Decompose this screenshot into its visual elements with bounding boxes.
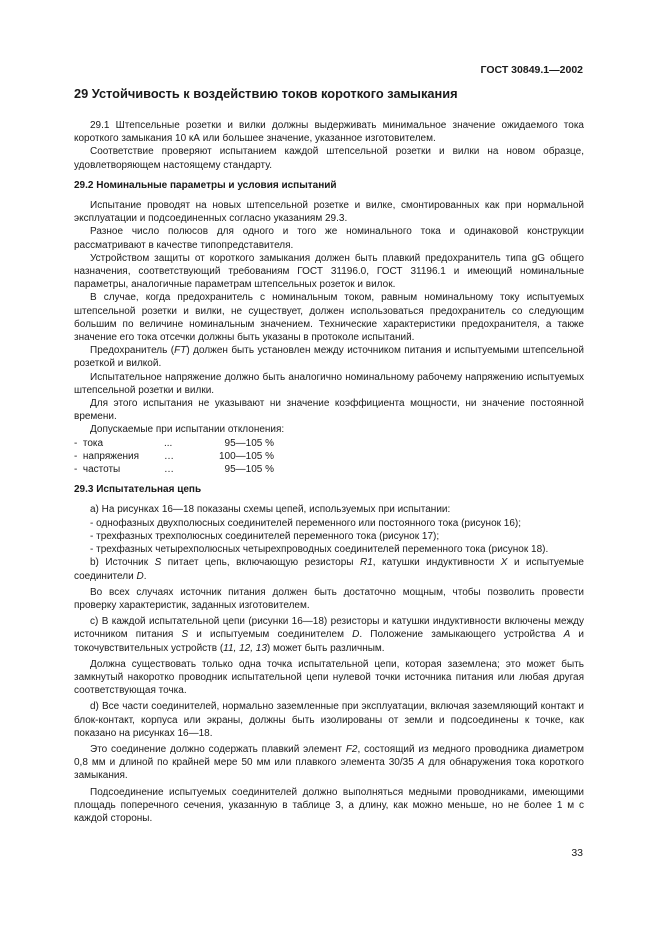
tolerance-dots: ... xyxy=(164,437,173,449)
paragraph: Во всех случаях источник питания должен быть достаточно мощным, чтобы позволить провести проверку характеристик, заданных изготовителем. xyxy=(74,586,584,611)
paragraph: Устройством защиты от короткого замыкания должен быть плавкий предохранитель типа gG общего назначения, соответствующий требованиям ГОСТ 31196.0, ГОСТ 31196.1 и имеющий номинальные параметры, аналогичные параметрам штепсельных розеток и вилок. xyxy=(74,252,584,291)
paragraph: Подсоединение испытуемых соединителей должно выполняться медными проводниками, имеющими площадь поперечного сечения, указанную в таблице 3, а длину, как можно меньше, но не более 1 м с каждой стороны. xyxy=(74,786,584,824)
standard-header: ГОСТ 30849.1—2002 xyxy=(480,64,583,76)
tolerance-dots: … xyxy=(164,464,174,476)
list-item: - однофазных двухполюсных соединителей переменного или постоянного тока (рисунок 16); xyxy=(90,517,522,529)
tolerance-list xyxy=(74,437,584,477)
paragraph: Предохранитель (FT) должен быть установлен между источником питания и испытуемыми штепсельной розеткой и вилкой. xyxy=(74,345,584,370)
tolerance-value: 95—105 % xyxy=(224,464,274,476)
tolerance-value: 95—105 % xyxy=(224,437,274,449)
tolerance-label: - напряжения xyxy=(74,450,140,462)
tolerance-label: - тока xyxy=(74,437,104,449)
tolerance-dots: … xyxy=(164,450,174,462)
list-item: - трехфазных четырехполюсных четырехпроводных соединителей переменного тока (рисунок 18). xyxy=(90,544,549,556)
paragraph: Разное число полюсов для одного и того же номинального тока и одинаковой конструкции рассматривают в качестве типопредставителя. xyxy=(74,226,584,251)
paragraph: Должна существовать только одна точка испытательной цепи, которая заземлена; это может быть замкнутый накоротко проводник испытательной цепи нулевой точки источника питания или любая другая соответствующая точка. xyxy=(74,658,584,697)
paragraph: b) Источник S питает цепь, включающую резисторы R1, катушки индуктивности X и испытуемые соединители D. xyxy=(74,557,584,582)
paragraph: d) Все части соединителей, нормально заземленные при эксплуатации, включая заземляющий контакт и блок-контакт, корпуса или экраны, должны быть изолированы от земли и подсоединены к точке, как показано на рисунках 16—18. xyxy=(74,701,584,739)
paragraph: с) В каждой испытательной цепи (рисунки 16—18) резисторы и катушки индуктивности включены между источником питания S и испытуемым соединителем D. Положение замыкающего устройства А и токочувствительных устройств (11, 12, 13) может быть различным. xyxy=(74,616,584,654)
paragraph: Соответствие проверяют испытанием каждой штепсельной розетки и вилки на новом образце, удовлетворяющем настоящему стандарту. xyxy=(74,146,584,171)
subsection-heading: 29.2 Номинальные параметры и условия испытаний xyxy=(74,179,337,191)
subsection-heading: 29.3 Испытательная цепь xyxy=(74,484,202,496)
tolerance-label: - частоты xyxy=(74,464,121,476)
page-content xyxy=(74,86,584,825)
paragraph: Это соединение должно содержать плавкий элемент F2, состоящий из медного проводника диаметром 0,8 мм и длиной по крайней мере 50 мм или плавкого элемента 30/35 А для обнаружения тока короткого замыкания. xyxy=(74,743,584,782)
tolerance-value: 100—105 % xyxy=(218,450,274,462)
paragraph: Для этого испытания не указывают ни значение коэффициента мощности, ни значение постоянной времени. xyxy=(74,398,584,423)
paragraph: а) На рисунках 16—18 показаны схемы цепей, используемых при испытании: xyxy=(90,504,451,516)
page-number: 33 xyxy=(571,847,583,859)
paragraph: Испытание проводят на новых штепсельной розетке и вилке, смонтированных как при нормальной эксплуатации и подсоединенных согласно указаниям 29.3. xyxy=(74,200,584,225)
paragraph: В случае, когда предохранитель с номинальным током, равным номинальному току испытуемых штепсельной розетки и вилки, не существует, должен использоваться предохранитель со следующим большим по величине номинальным значением. Технические характеристики предохранителя, а также значение его тока отсечки должны быть указаны в протоколе испытаний. xyxy=(74,292,584,344)
paragraph: Допускаемые при испытании отклонения: xyxy=(90,424,285,436)
paragraph: 29.1 Штепсельные розетки и вилки должны выдерживать минимальное значение ожидаемого тока короткого замыкания 10 кА или большее значение, указанное изготовителем. xyxy=(74,120,584,145)
section-title: 29 Устойчивость к воздействию токов короткого замыкания xyxy=(74,86,458,101)
paragraph: Испытательное напряжение должно быть аналогично номинальному рабочему напряжению испытуемых штепсельной розетки и вилки. xyxy=(74,371,584,396)
list-item: - трехфазных трехполюсных соединителей переменного тока (рисунок 17); xyxy=(90,530,440,542)
